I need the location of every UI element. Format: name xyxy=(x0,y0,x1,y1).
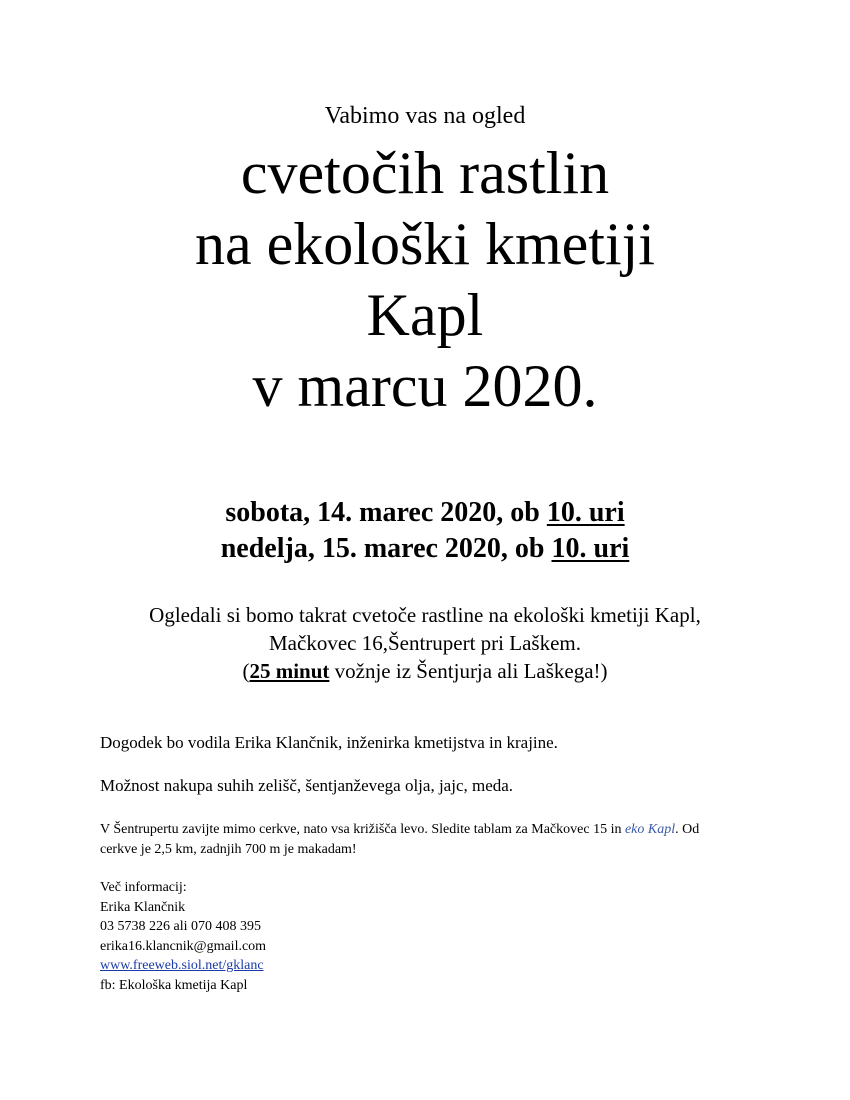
intro-text: Vabimo vas na ogled xyxy=(324,103,526,129)
description-line-1: Ogledali si bomo takrat cvetoče rastline na ekološki kmetiji Kapl, xyxy=(149,603,701,627)
purchase-text: Možnost nakupa suhih zelišč, šentjanževega olja, jajc, meda. xyxy=(100,776,514,795)
contact-heading: Več informacij: xyxy=(100,880,187,895)
headline xyxy=(0,138,850,422)
contact-name: Erika Klančnik xyxy=(100,899,186,915)
time-text: 10. uri xyxy=(546,497,625,528)
event-description xyxy=(0,601,850,685)
directions-text: V Šentrupertu zavijte mimo cerkve, nato vsa križišča levo. Sledite tablam za Mačkovec 15 in eko Kapl. Od cerkve je 2,5 km, zadnjih 700 m je makadam! xyxy=(100,822,700,857)
travel-time: 25 minut xyxy=(249,659,330,683)
date-line-saturday xyxy=(0,495,850,531)
date-text: nedelja, 15. marec 2020, ob xyxy=(220,533,552,564)
headline-line-2: na ekološki kmetiji xyxy=(195,211,655,277)
event-dates xyxy=(0,495,850,567)
contact-email: erika16.klancnik@gmail.com xyxy=(100,938,267,954)
contact-facebook: fb: Ekološka kmetija Kapl xyxy=(100,977,248,993)
contact-block xyxy=(100,878,740,995)
description-line-2: Mačkovec 16,Šentrupert pri Laškem. xyxy=(269,631,581,655)
description-line-3: (25 minut vožnje iz Šentjurja ali Laškega!) xyxy=(242,659,608,683)
headline-line-1: cvetočih rastlin xyxy=(240,140,610,206)
guide-text: Dogodek bo vodila Erika Klančnik, inženirka kmetijstva in krajine. xyxy=(100,733,558,752)
date-line-sunday xyxy=(0,531,850,567)
website-link[interactable]: www.freeweb.siol.net/gklanc xyxy=(100,958,264,973)
eko-kapl-label: eko Kapl xyxy=(624,822,676,837)
contact-phone: 03 5738 226 ali 070 408 395 xyxy=(100,919,261,934)
headline-line-4: v marcu 2020. xyxy=(252,353,598,419)
headline-line-3: Kapl xyxy=(366,282,484,348)
time-text: 10. uri xyxy=(551,533,630,564)
date-text: sobota, 14. marec 2020, ob xyxy=(225,497,547,528)
